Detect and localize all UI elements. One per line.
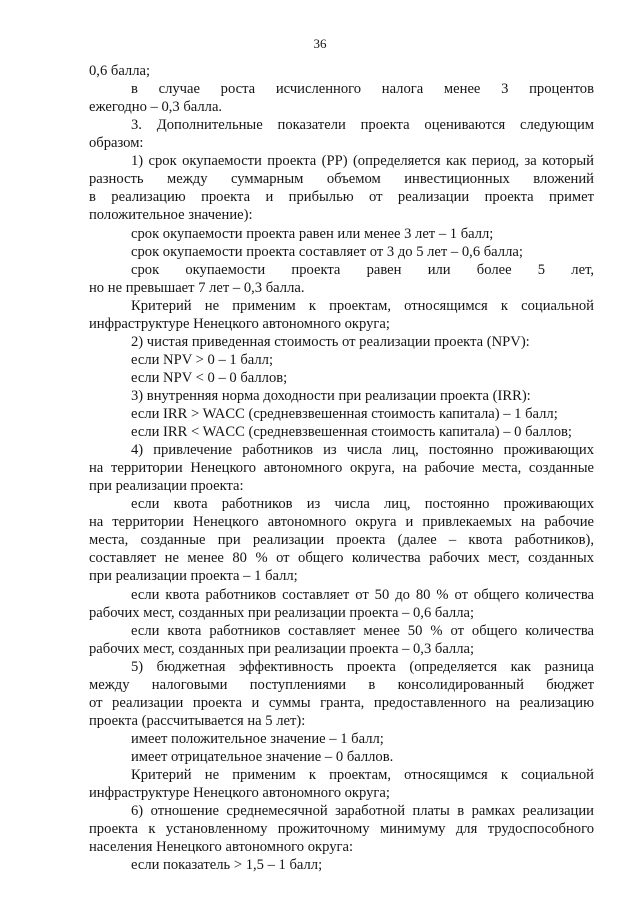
text-line: инфраструктуре Ненецкого автономного округа; <box>89 315 390 332</box>
text-line: в случае роста исчисленного налога менее 3 процентов <box>131 81 594 97</box>
text-line: образом: <box>89 135 144 152</box>
text-line: при реализации проекта: <box>89 478 244 495</box>
text-line: составляет не менее 80 % от общего количества рабочих мест, созданных <box>89 550 594 567</box>
text-line: Критерий не применим к проектам, относящимся к социальной <box>131 767 594 783</box>
text-line: населения Ненецкого автономного округа: <box>89 839 354 856</box>
text-line: имеет положительное значение – 1 балл; <box>131 730 384 747</box>
text-line: проекта (рассчитывается на 5 лет): <box>89 712 306 729</box>
text-line: ежегодно – 0,3 балла. <box>89 99 223 116</box>
text-line: от реализации проекта и суммы гранта, предоставленного на реализацию <box>89 694 594 711</box>
text-line: срок окупаемости проекта равен или менее 3 лет – 1 балл; <box>131 225 494 242</box>
text-line: имеет отрицательное значение – 0 баллов. <box>131 748 394 765</box>
text-line: если показатель > 1,5 – 1 балл; <box>131 857 323 874</box>
text-line: 5) бюджетная эффективность проекта (определяется как разница <box>131 658 594 675</box>
text-line: если квота работников из числа лиц, постоянно проживающих <box>131 496 594 513</box>
text-line: но не превышает 7 лет – 0,3 балла. <box>89 279 305 296</box>
text-line: проекта к установленному прожиточному минимуму для трудоспособного <box>89 821 594 838</box>
text-line: если IRR < WACC (средневзвешенная стоимость капитала) – 0 баллов; <box>131 424 572 440</box>
text-line: если квота работников составляет менее 50 % от общего количества <box>131 622 594 639</box>
text-line: если IRR > WACC (средневзвешенная стоимость капитала) – 1 балл; <box>131 405 558 422</box>
text-line: при реализации проекта – 1 балл; <box>89 568 298 585</box>
text-line: места, созданные при реализации проекта (далее – квота работников), <box>89 532 594 549</box>
text-line: если квота работников составляет от 50 до 80 % от общего количества <box>131 586 594 603</box>
text-line: 2) чистая приведенная стоимость от реализации проекта (NPV): <box>131 333 530 350</box>
text-line: на территории Ненецкого автономного округа и привлекаемых на рабочие <box>89 514 594 531</box>
text-line: рабочих мест, созданных при реализации проекта – 0,3 балла; <box>89 640 475 657</box>
text-line: в реализацию проекта и прибылью от реализации проекта примет <box>89 189 594 206</box>
text-line: 0,6 балла; <box>89 63 151 79</box>
text-line: на территории Ненецкого автономного округа, на рабочие места, созданные <box>89 460 594 477</box>
text-line: Критерий не применим к проектам, относящимся к социальной <box>131 297 594 314</box>
text-line: срок окупаемости проекта равен или более 5 лет, <box>131 261 594 278</box>
text-line: разность между суммарным объемом инвестиционных вложений <box>89 171 594 188</box>
page-number: 36 <box>313 36 327 51</box>
text-line: 3. Дополнительные показатели проекта оцениваются следующим <box>131 117 594 134</box>
text-line: 3) внутренняя норма доходности при реализации проекта (IRR): <box>131 387 531 404</box>
text-line: 6) отношение среднемесячной заработной платы в рамках реализации <box>131 803 594 820</box>
text-line: срок окупаемости проекта составляет от 3 до 5 лет – 0,6 балла; <box>131 243 523 260</box>
text-line: если NPV > 0 – 1 балл; <box>131 351 274 368</box>
text-line: положительное значение): <box>89 207 253 224</box>
text-line: между налоговыми поступлениями в консолидированный бюджет <box>89 676 594 693</box>
text-line: если NPV < 0 – 0 баллов; <box>131 369 288 386</box>
text-line: 1) срок окупаемости проекта (PP) (определяется как период, за который <box>131 153 594 170</box>
text-line: 4) привлечение работников из числа лиц, постоянно проживающих <box>131 442 594 459</box>
text-line: рабочих мест, созданных при реализации проекта – 0,6 балла; <box>89 604 475 621</box>
text-line: инфраструктуре Ненецкого автономного округа; <box>89 785 390 801</box>
